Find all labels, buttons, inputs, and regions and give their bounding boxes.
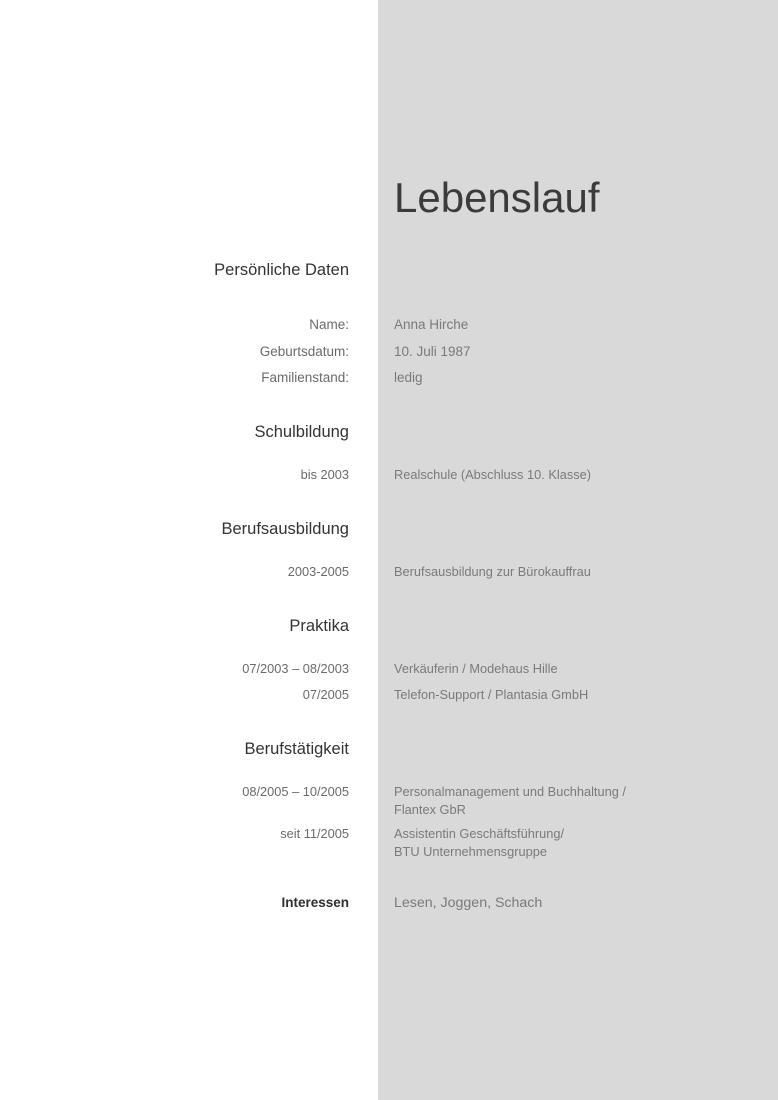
employment-desc-line: Flantex GbR bbox=[394, 802, 466, 817]
birthdate-value: 10. Juli 1987 bbox=[394, 344, 471, 359]
internship-desc: Telefon-Support / Plantasia GmbH bbox=[394, 687, 589, 702]
internship-period: 07/2003 – 08/2003 bbox=[242, 661, 349, 676]
training-desc: Berufsausbildung zur Bürokauffrau bbox=[394, 564, 591, 579]
section-heading-employment: Berufstätigkeit bbox=[244, 740, 349, 758]
employment-desc-line: Assistentin Geschäftsführung/ bbox=[394, 826, 565, 841]
section-heading-personal: Persönliche Daten bbox=[214, 261, 349, 279]
name-value: Anna Hirche bbox=[394, 317, 469, 332]
birthdate-label: Geburtsdatum: bbox=[259, 344, 349, 359]
school-period: bis 2003 bbox=[300, 467, 349, 482]
section-heading-internships: Praktika bbox=[289, 617, 349, 635]
section-heading-school: Schulbildung bbox=[254, 423, 349, 441]
marital-status-value: ledig bbox=[394, 370, 423, 385]
section-heading-training: Berufsausbildung bbox=[221, 520, 349, 538]
employment-desc-line: BTU Unternehmensgruppe bbox=[394, 844, 547, 859]
page-title: Lebenslauf bbox=[394, 174, 600, 221]
employment-period: seit 11/2005 bbox=[280, 826, 349, 841]
school-desc: Realschule (Abschluss 10. Klasse) bbox=[394, 467, 592, 482]
employment-desc-line: Personalmanagement und Buchhaltung / bbox=[394, 784, 626, 799]
employment-desc bbox=[394, 783, 626, 819]
training-period: 2003-2005 bbox=[287, 564, 349, 579]
internship-period: 07/2005 bbox=[302, 687, 349, 702]
internship-desc: Verkäuferin / Modehaus Hille bbox=[394, 661, 558, 676]
marital-status-label: Familienstand: bbox=[261, 370, 349, 385]
right-panel bbox=[378, 0, 778, 1100]
name-label: Name: bbox=[309, 317, 349, 332]
interests-value: Lesen, Joggen, Schach bbox=[394, 895, 543, 911]
interests-label: Interessen bbox=[281, 895, 349, 910]
employment-period: 08/2005 – 10/2005 bbox=[242, 784, 349, 799]
employment-desc bbox=[394, 825, 564, 861]
